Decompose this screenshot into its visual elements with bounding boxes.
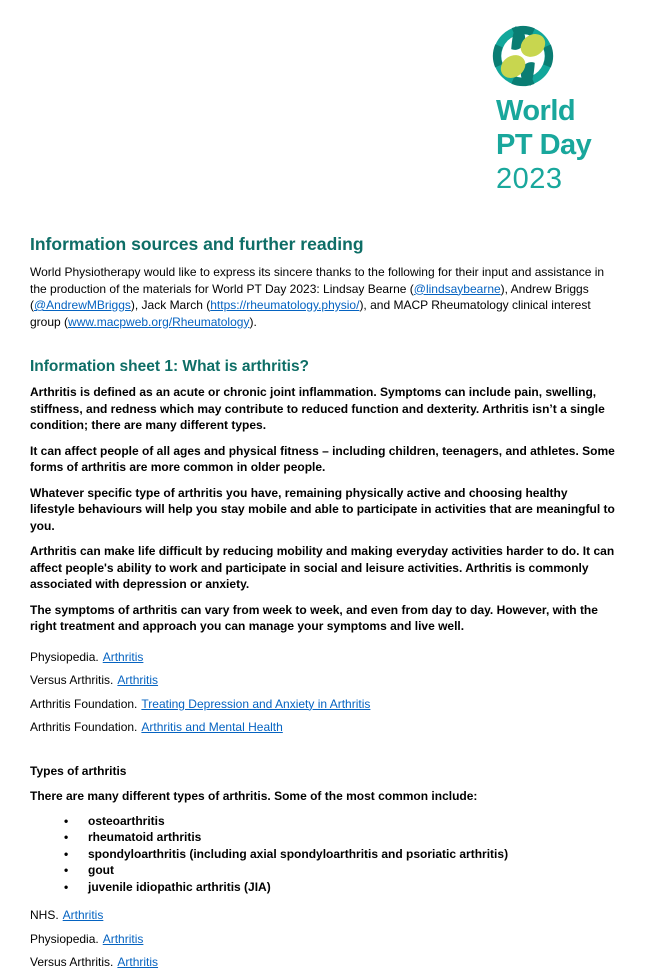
reference-line [30,931,615,948]
reference-link-physiopedia-arthritis-2[interactable]: Arthritis [102,931,144,946]
sheet1-paragraph-2: It can affect people of all ages and physical fitness – including children, teenagers, and athletes. Some forms of arthritis are more common in older people. [30,443,615,474]
world-pt-day-logo [492,25,622,196]
logo-year-line: 2023 [496,163,563,195]
reference-line [30,719,615,736]
reference-source: Physiopedia. [30,931,99,946]
intro-text-segment: ). [249,314,257,329]
list-item-gout: • gout [88,862,615,879]
reference-line [30,907,615,924]
reference-link-nhs-arthritis[interactable]: Arthritis [62,908,104,922]
sheet1-paragraph-3: Whatever specific type of arthritis you have, remaining physically active and choosing healthy lifestyle behaviours will help you stay mobile and able to participate in activities that are meaningful to you. [30,485,615,533]
reference-source: Physiopedia. [30,649,99,664]
logo-wordmark [496,94,622,196]
sheet1-paragraph-5: The symptoms of arthritis can vary from week to week, and even from day to day. However, with the right treatment and approach you can manage your symptoms and live well. [30,602,598,633]
link-rheumatology-physio[interactable]: https://rheumatology.physio/ [210,298,360,312]
sources-heading: Information sources and further reading [30,234,364,254]
list-item-jia: • juvenile idiopathic arthritis (JIA) [88,879,615,896]
list-item-rheumatoid-arthritis: • rheumatoid arthritis [88,829,615,846]
acknowledgements-paragraph [30,264,615,330]
list-item-spondyloarthritis: • spondyloarthritis (including axial spondyloarthritis and psoriatic arthritis) [88,846,615,863]
link-lindsaybearne[interactable]: @lindsaybearne [413,281,501,296]
reference-line [30,954,615,971]
intro-text-segment: ), Jack March ( [130,298,211,312]
reference-line [30,649,615,666]
list-item-osteoarthritis: • osteoarthritis [88,813,615,830]
reference-link-arthritis-mental-health[interactable]: Arthritis and Mental Health [141,720,283,734]
types-of-arthritis-heading: Types of arthritis [30,763,127,778]
sheet1-paragraph-1: Arthritis is defined as an acute or chronic joint inflammation. Symptoms can include pain, swelling, stiffness, and redness which may contribute to reduced function and dexterity. Arthritis isn’t a single condition; there are many different types. [30,385,605,432]
sheet1-references [30,649,615,736]
sheet1-paragraph-4: Arthritis can make life difficult by reducing mobility and making everyday activities harder to do. It can affect people's ability to work and participate in social and leisure activities. Arthritis is commonly associated with depression or anxiety. [30,544,615,591]
reference-link-treating-depression-anxiety[interactable]: Treating Depression and Anxiety in Arthritis [141,696,371,711]
intro-text-segment: ), and MACP Rheumatology clinical interest group ( [30,298,591,329]
intro-text-segment: World Physiotherapy would like to express its sincere thanks to the following for their input and assistance in the production of the materials for World PT Day 2023: Lindsay Bearne ( [30,265,605,296]
world-pt-day-logo-icon [492,25,622,87]
link-andrewmbriggs[interactable]: @AndrewMBriggs [34,298,131,312]
arthritis-types-list [30,813,615,896]
reference-link-physiopedia-arthritis[interactable]: Arthritis [102,649,144,664]
types-intro-paragraph: There are many different types of arthritis. Some of the most common include: [30,789,478,803]
types-references [30,907,615,971]
reference-source: NHS. [30,908,59,922]
sheet1-heading: Information sheet 1: What is arthritis? [30,358,310,375]
reference-link-versus-arthritis[interactable]: Arthritis [117,673,159,687]
reference-source: Versus Arthritis. [30,955,114,969]
link-macpweb-rheumatology[interactable]: www.macpweb.org/Rheumatology [68,314,250,329]
logo-word-line: World [496,95,576,127]
intro-text-segment: ), Andrew Briggs ( [30,281,589,312]
reference-source: Arthritis Foundation. [30,720,138,734]
reference-source: Arthritis Foundation. [30,696,138,711]
reference-line [30,672,615,689]
reference-line [30,696,615,713]
logo-ptday-line: PT Day [496,129,592,161]
reference-link-versus-arthritis-2[interactable]: Arthritis [117,955,159,969]
reference-source: Versus Arthritis. [30,673,114,687]
